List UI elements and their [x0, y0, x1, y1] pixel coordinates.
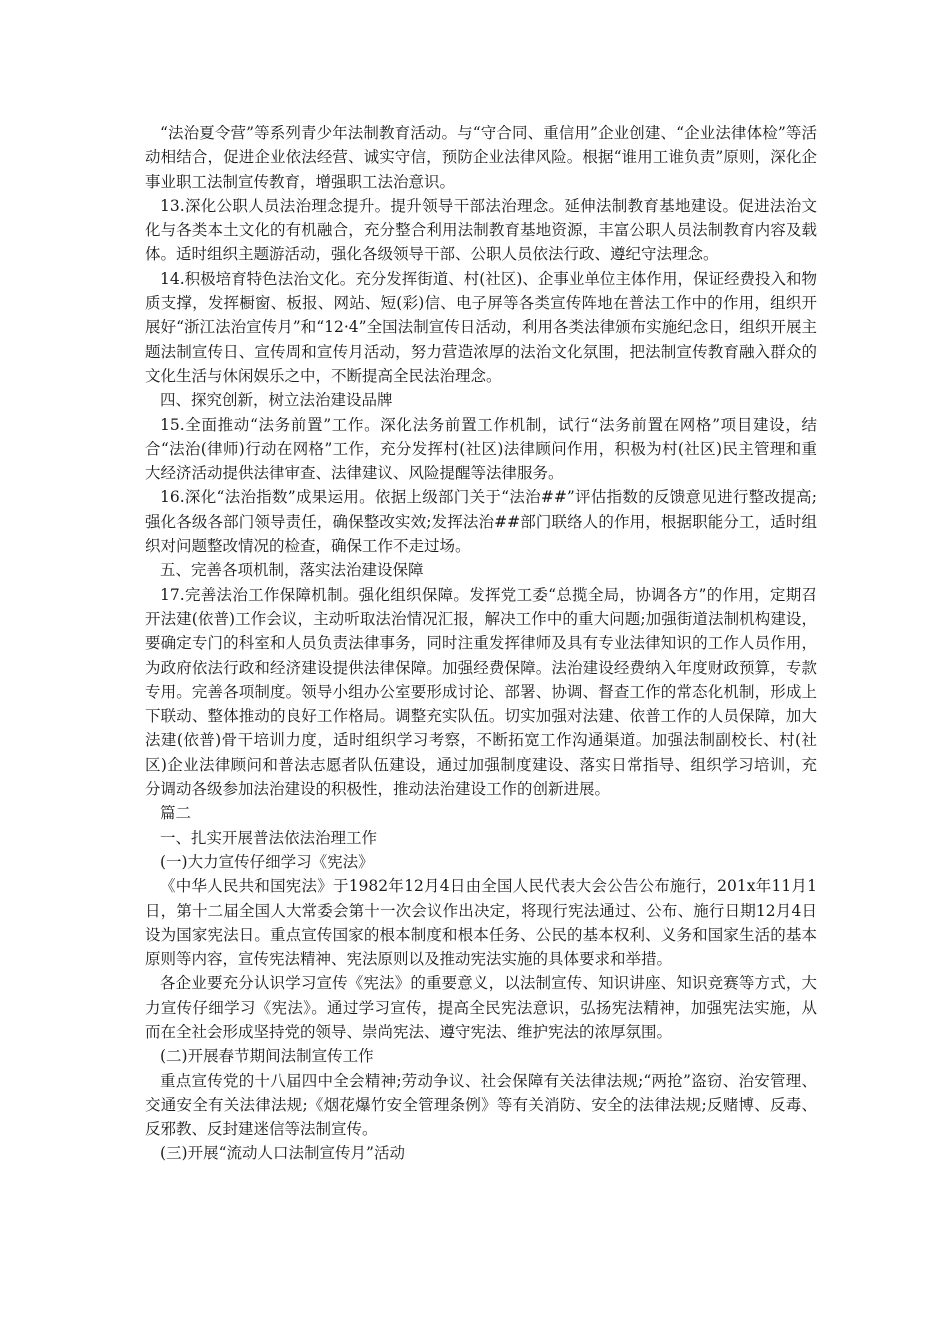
subsection-heading: (二)开展春节期间法制宣传工作	[160, 1047, 374, 1066]
subsection-heading: (三)开展“流动人口法制宣传月”活动	[160, 1144, 405, 1163]
paragraph: 16.深化“法治指数”成果运用。依据上级部门关于“法治##”评估指数的反馈意见进行整改提高;强化各级各部门领导责任，确保整改实效;发挥法治##部门联络人的作用，根据职能分工，适时组织对问题整改情况的检查，确保工作不走过场。	[145, 488, 817, 556]
subsection-heading: (一)大力宣传仔细学习《宪法》	[160, 852, 374, 871]
paragraph: 重点宣传党的十八届四中全会精神;劳动争议、社会保障有关法律法规;“两抢”盗窃、治安管理、交通安全有关法律法规;《烟花爆竹安全管理条例》等有关消防、安全的法律法规;反赌博、反毒、反邪教、反封建迷信等法制宣传。	[145, 1071, 817, 1139]
paragraph: 17.完善法治工作保障机制。强化组织保障。发挥党工委“总揽全局，协调各方”的作用，定期召开法建(依普)工作会议，主动听取法治情况汇报，解决工作中的重大问题;加强街道法制机构建设，要确定专门的科室和人员负责法律事务，同时注重发挥律师及具有专业法律知识的工作人员作用，为政府依法行政和经济建设提供法律保障。加强经费保障。法治建设经费纳入年度财政预算，专款专用。完善各项制度。领导小组办公室要形成讨论、部署、协调、督查工作的常态化机制，形成上下联动、整体推动的良好工作格局。调整充实队伍。切实加强对法建、依普工作的人员保障，加大法建(依普)骨干培训力度，适时组织学习考察，不断拓宽工作沟通渠道。加强法制副校长、村(社区)企业法律顾问和普法志愿者队伍建设，通过加强制度建设、落实日常指导、组织学习培训，充分调动各级参加法治建设的积极性，推动法治建设工作的创新进展。	[145, 585, 817, 799]
section-heading: 四、探究创新，树立法治建设品牌	[160, 391, 393, 410]
paragraph: 14.积极培育特色法治文化。充分发挥街道、村(社区)、企事业单位主体作用，保证经费投入和物质支撑，发挥橱窗、板报、网站、短(彩)信、电子屏等各类宣传阵地在普法工作中的作用，组织开展好“浙江法治宣传月”和“12·4”全国法制宣传日活动，利用各类法律颁布实施纪念日，组织开展主题法制宣传日、宣传周和宣传月活动，努力营造浓厚的法治文化氛围，把法制宣传教育融入群众的文化生活与休闲娱乐之中，不断提高全民法治理念。	[145, 269, 817, 385]
section-heading: 一、扎实开展普法依法治理工作	[160, 828, 378, 847]
paragraph: “法治夏令营”等系列青少年法制教育活动。与“守合同、重信用”企业创建、“企业法律体检”等活动相结合，促进企业依法经营、诚实守信，预防企业法律风险。根据“谁用工谁负责”原则，深化企事业职工法制宣传教育，增强职工法治意识。	[145, 124, 817, 191]
part-heading: 篇二	[160, 804, 192, 823]
document-body	[145, 121, 817, 1166]
section-heading: 五、完善各项机制，落实法治建设保障	[160, 561, 424, 580]
paragraph: 15.全面推动“法务前置”工作。深化法务前置工作机制，试行“法务前置在网格”项目建设，结合“法治(律师)行动在网格”工作，充分发挥村(社区)法律顾问作用，积极为村(社区)民主管理和重大经济活动提供法律审查、法律建议、风险提醒等法律服务。	[145, 415, 817, 483]
paragraph: 13.深化公职人员法治理念提升。提升领导干部法治理念。延伸法制教育基地建设。促进法治文化与各类本土文化的有机融合，充分整合利用法制教育基地资源，丰富公职人员法制教育内容及载体。适时组织主题游活动，强化各级领导干部、公职人员依法行政、遵纪守法理念。	[145, 196, 817, 264]
paragraph: 《中华人民共和国宪法》于1982年12月4日由全国人民代表大会公告公布施行，201x年11月1日，第十二届全国人大常委会第十一次会议作出决定，将现行宪法通过、公布、施行日期12月4日设为国家宪法日。重点宣传国家的根本制度和根本任务、公民的基本权利、义务和国家生活的基本原则等内容，宣传宪法精神、宪法原则以及推动宪法实施的具体要求和举措。	[145, 877, 817, 969]
paragraph: 各企业要充分认识学习宣传《宪法》的重要意义，以法制宣传、知识讲座、知识竞赛等方式，大力宣传仔细学习《宪法》。通过学习宣传，提高全民宪法意识，弘扬宪法精神，加强宪法实施，从而在全社会形成坚持党的领导、崇尚宪法、遵守宪法、维护宪法的浓厚氛围。	[145, 974, 817, 1041]
